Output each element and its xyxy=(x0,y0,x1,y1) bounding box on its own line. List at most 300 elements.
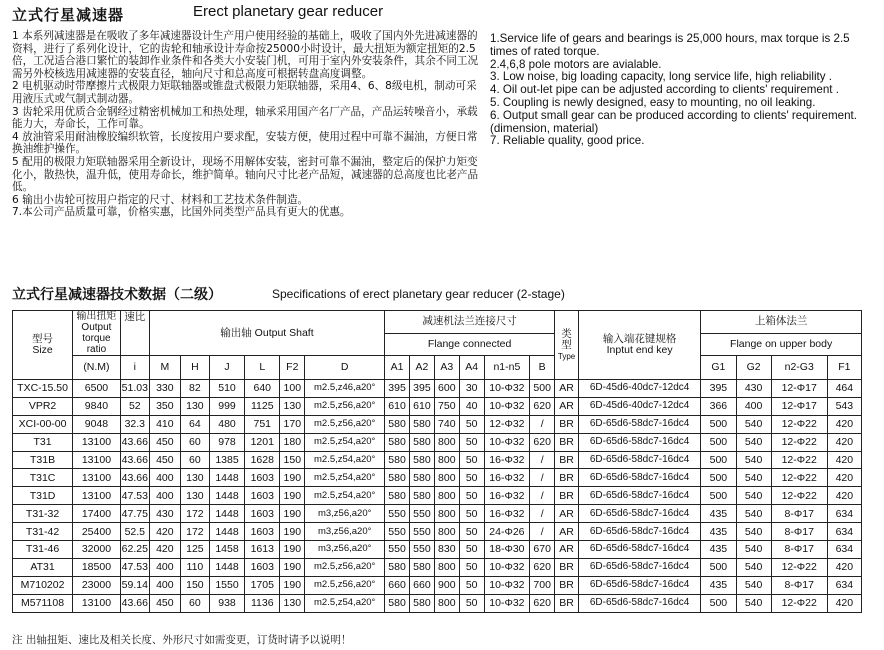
table-cell: 1603 xyxy=(245,558,280,576)
table-cell: 580 xyxy=(409,433,434,451)
table-cell: 580 xyxy=(385,451,410,469)
table-cell: BR xyxy=(555,576,579,594)
table-cell: AR xyxy=(555,380,579,398)
table-cell: m2.5,z54,a20° xyxy=(305,469,385,487)
table-cell: 610 xyxy=(409,397,434,415)
table-cell: 1448 xyxy=(209,558,244,576)
table-row xyxy=(13,594,862,612)
table-cell: 6D-65d6-58dc7-16dc4 xyxy=(578,505,700,523)
table-cell: 1628 xyxy=(245,451,280,469)
table-cell: 800 xyxy=(434,433,459,451)
table-cell: 800 xyxy=(434,451,459,469)
th-torque-en2: torque xyxy=(82,333,111,344)
table-cell: 1603 xyxy=(245,469,280,487)
table-cell: 6D-65d6-58dc7-16dc4 xyxy=(578,558,700,576)
th-torque xyxy=(73,311,121,356)
table-cell: 800 xyxy=(434,558,459,576)
table-cell: 540 xyxy=(736,415,771,433)
th-input-en: Inptut end key xyxy=(606,344,673,356)
table-cell: 1603 xyxy=(245,487,280,505)
th-col-M: M xyxy=(149,356,180,380)
table-cell: 13100 xyxy=(73,451,121,469)
table-cell: 60 xyxy=(180,594,209,612)
table-cell: 600 xyxy=(434,380,459,398)
table-cell: 580 xyxy=(409,558,434,576)
table-cell: 450 xyxy=(149,451,180,469)
th-type-en: Type xyxy=(557,351,576,361)
table-cell: m3,z56,a20° xyxy=(305,505,385,523)
table-cell: 938 xyxy=(209,594,244,612)
th-flange-en: Flange connected xyxy=(385,333,555,356)
table-cell: 110 xyxy=(180,558,209,576)
table-cell: AR xyxy=(555,397,579,415)
th-torque-en3: ratio xyxy=(86,344,107,355)
table-cell: T31-46 xyxy=(13,541,73,559)
table-cell: 43.66 xyxy=(120,469,149,487)
table-row xyxy=(13,469,862,487)
table-cell: 550 xyxy=(385,541,410,559)
table-cell: 540 xyxy=(736,451,771,469)
table-cell: / xyxy=(530,415,555,433)
table-cell: 395 xyxy=(385,380,410,398)
th-type xyxy=(555,311,579,380)
th-input-cn: 输入端花键规格 xyxy=(602,333,677,345)
table-cell: 480 xyxy=(209,415,244,433)
table-cell: / xyxy=(530,505,555,523)
table-cell: 420 xyxy=(827,433,861,451)
table-cell: 12-Φ22 xyxy=(771,415,827,433)
table-cell: 12-Φ17 xyxy=(771,380,827,398)
cn-item-3: 3 齿轮采用优质合金钢经过精密机械加工和热处理，轴承采用国产名厂产品，产品运转噪音小，承载能力大，寿命长，工作可靠。 xyxy=(12,105,478,131)
th-col-H: H xyxy=(180,356,209,380)
table-cell: 18-Φ30 xyxy=(484,541,530,559)
table-cell: 640 xyxy=(245,380,280,398)
en-item-2: 2.4,6,8 pole motors are avialable. xyxy=(490,57,662,71)
table-cell: 435 xyxy=(701,505,736,523)
table-cell: 550 xyxy=(409,523,434,541)
table-cell: 64 xyxy=(180,415,209,433)
table-cell: 420 xyxy=(827,558,861,576)
table-cell: BR xyxy=(555,451,579,469)
table-cell: 130 xyxy=(280,397,305,415)
table-cell: TXC-15.50 xyxy=(13,380,73,398)
th-col-A3: A3 xyxy=(434,356,459,380)
table-cell: 464 xyxy=(827,380,861,398)
table-cell: 6D-65d6-58dc7-16dc4 xyxy=(578,415,700,433)
table-row xyxy=(13,576,862,594)
table-cell: VPR2 xyxy=(13,397,73,415)
table-cell: 580 xyxy=(409,487,434,505)
table-cell: 1603 xyxy=(245,505,280,523)
en-item-4: 4. Oil out-let pipe can be adjusted according to clients' requirement . xyxy=(490,83,839,97)
table-cell: 435 xyxy=(701,523,736,541)
table-cell: 50 xyxy=(459,594,484,612)
table-cell: 540 xyxy=(736,558,771,576)
table-cell: 500 xyxy=(701,415,736,433)
table-cell: 13100 xyxy=(73,487,121,505)
table-cell: 500 xyxy=(530,380,555,398)
cn-item-5: 5 配用的极限力矩联轴器采用全新设计，现场不用解体安装，密封可靠不漏油，整定后的保护力矩变化小，散热快，温升低，使用寿命长，维护简单。轴向尺寸比老产品短，减速器的总高度也比老产品低。 xyxy=(12,155,479,194)
table-cell: 10-Φ32 xyxy=(484,576,530,594)
table-cell: 6D-45d6-40dc7-12dc4 xyxy=(578,397,700,415)
table-cell: 24-Φ26 xyxy=(484,523,530,541)
table-cell: 172 xyxy=(180,505,209,523)
table-cell: 580 xyxy=(409,415,434,433)
th-ratio-sym: i xyxy=(120,356,149,380)
table-cell: 130 xyxy=(180,397,209,415)
table-cell: 1201 xyxy=(245,433,280,451)
table-cell: 47.53 xyxy=(120,487,149,505)
table-cell: T31-42 xyxy=(13,523,73,541)
th-col-L: L xyxy=(245,356,280,380)
table-cell: 190 xyxy=(280,576,305,594)
table-cell: 13100 xyxy=(73,469,121,487)
table-cell: 634 xyxy=(827,523,861,541)
table-cell: 395 xyxy=(409,380,434,398)
table-cell: 50 xyxy=(459,558,484,576)
table-cell: 700 xyxy=(530,576,555,594)
table-cell: 17400 xyxy=(73,505,121,523)
table-cell: 634 xyxy=(827,505,861,523)
table-cell: 8-Φ17 xyxy=(771,576,827,594)
table-cell: 400 xyxy=(736,397,771,415)
table-cell: m2.5,z56,a20° xyxy=(305,415,385,433)
cn-item-4: 4 放油管采用耐油橡胶编织软管，长度按用户要求配，安装方便，使用过程中可靠不漏油，方便日常换油维护操作。 xyxy=(12,130,478,156)
table-row xyxy=(13,523,862,541)
table-cell: 190 xyxy=(280,505,305,523)
table-cell: 50 xyxy=(459,523,484,541)
th-model-en: Size xyxy=(32,344,53,356)
table-cell: 8-Φ17 xyxy=(771,541,827,559)
table-row xyxy=(13,433,862,451)
table-cell: T31D xyxy=(13,487,73,505)
table-cell: 12-Φ17 xyxy=(771,397,827,415)
table-cell: 10-Φ32 xyxy=(484,380,530,398)
table-cell: 170 xyxy=(280,415,305,433)
cn-item-6: 6 输出小齿轮可按用户指定的尺寸、材料和工艺技术条件制造。 xyxy=(12,193,309,206)
table-cell: 580 xyxy=(409,469,434,487)
table-cell: 190 xyxy=(280,541,305,559)
table-cell: 50 xyxy=(459,433,484,451)
footnote: 注 出轴扭矩、速比及相关长度、外形尺寸如需变更，订货时请予以说明！ xyxy=(12,634,352,646)
table-cell: 100 xyxy=(280,380,305,398)
table-cell: 6D-65d6-58dc7-16dc4 xyxy=(578,433,700,451)
th-torque-cn: 输出扭矩 xyxy=(76,311,117,322)
table-cell: 50 xyxy=(459,469,484,487)
th-input xyxy=(578,311,700,380)
table-cell: 10-Φ32 xyxy=(484,558,530,576)
table-cell: BR xyxy=(555,469,579,487)
table-cell: 740 xyxy=(434,415,459,433)
table-cell: 450 xyxy=(149,433,180,451)
table-cell: 540 xyxy=(736,594,771,612)
table-cell: 25400 xyxy=(73,523,121,541)
table-cell: 130 xyxy=(180,487,209,505)
th-upper xyxy=(701,311,862,334)
table-cell: 16-Φ32 xyxy=(484,451,530,469)
table-cell: m2.5,z54,a20° xyxy=(305,451,385,469)
th-type-cn1: 类 xyxy=(561,327,572,340)
table-cell: 16-Φ32 xyxy=(484,469,530,487)
table-cell: 550 xyxy=(385,505,410,523)
th-col-n1n5: n1-n5 xyxy=(484,356,530,380)
table-cell: 50 xyxy=(459,505,484,523)
table-cell: M710202 xyxy=(13,576,73,594)
table-cell: 420 xyxy=(827,415,861,433)
table-cell: 180 xyxy=(280,433,305,451)
table-cell: 12-Φ22 xyxy=(771,451,827,469)
th-shaft: 输出轴 Output Shaft xyxy=(149,311,384,356)
table-cell: 8-Φ17 xyxy=(771,523,827,541)
table-cell: 172 xyxy=(180,523,209,541)
table-cell: 13100 xyxy=(73,433,121,451)
table-cell: 16-Φ32 xyxy=(484,505,530,523)
th-col-G2: G2 xyxy=(736,356,771,380)
table-cell: 510 xyxy=(209,380,244,398)
table-cell: 410 xyxy=(149,415,180,433)
table-cell: 9840 xyxy=(73,397,121,415)
table-cell: 50 xyxy=(459,487,484,505)
table-cell: 1613 xyxy=(245,541,280,559)
table-cell: 500 xyxy=(701,594,736,612)
table-cell: 1448 xyxy=(209,487,244,505)
table-cell: 634 xyxy=(827,541,861,559)
table-cell: 60 xyxy=(180,433,209,451)
table-cell: 8-Φ17 xyxy=(771,505,827,523)
table-cell: 1705 xyxy=(245,576,280,594)
table-cell: 751 xyxy=(245,415,280,433)
table-row xyxy=(13,541,862,559)
en-item-6: 6. Output small gear can be produced according to clients' requirement.(dimension, material) xyxy=(490,108,857,135)
table-cell: 59.14 xyxy=(120,576,149,594)
th-torque-en1: Output xyxy=(81,322,112,333)
table-cell: 550 xyxy=(385,523,410,541)
table-cell: 620 xyxy=(530,397,555,415)
table-cell: 580 xyxy=(409,594,434,612)
table-cell: 10-Φ32 xyxy=(484,433,530,451)
table-cell: 43.66 xyxy=(120,451,149,469)
table-cell: 978 xyxy=(209,433,244,451)
table-cell: 350 xyxy=(149,397,180,415)
table-cell: 12-Φ22 xyxy=(771,558,827,576)
table-cell: 500 xyxy=(701,558,736,576)
table-cell: 400 xyxy=(149,558,180,576)
table-cell: 800 xyxy=(434,505,459,523)
table-cell: / xyxy=(530,523,555,541)
table-cell: 610 xyxy=(385,397,410,415)
th-col-A1: A1 xyxy=(385,356,410,380)
cn-item-7: 7.本公司产品质量可靠，价格实惠，比国外同类型产品具有更大的优惠。 xyxy=(12,206,351,219)
table-cell: 1550 xyxy=(209,576,244,594)
table-cell: AR xyxy=(555,505,579,523)
table-row xyxy=(13,505,862,523)
table-cell: 500 xyxy=(701,487,736,505)
table-cell: 50 xyxy=(459,576,484,594)
table-cell: 130 xyxy=(180,469,209,487)
table-cell: 420 xyxy=(827,469,861,487)
table-cell: m2.5,z54,a20° xyxy=(305,487,385,505)
table-cell: 580 xyxy=(385,469,410,487)
table-cell: BR xyxy=(555,487,579,505)
description-cn xyxy=(12,30,482,219)
table-cell: 18500 xyxy=(73,558,121,576)
en-item-5: 5. Coupling is newly designed, easy to mounting, no oil leaking. xyxy=(490,95,816,109)
table-cell: 190 xyxy=(280,487,305,505)
cn-item-1: 1 本系列减速器是在吸收了多年减速器设计生产用户使用经验的基础上，吸收了国内外先进减速器的资料，进行了系列化设计，它的齿轮和轴承设计寿命按25000小时设计，最大扭矩为额定扭矩的2.5倍，工况适合港口繁忙的装卸作业条件和各类大小安装门机，可用于室内外安装条件，其余不同工况需另外校核选用减速器的安装直径，轴向尺寸和总高度可根据转盘高度调整。 xyxy=(12,30,479,80)
table-cell: 16-Φ32 xyxy=(484,487,530,505)
table-cell: AR xyxy=(555,523,579,541)
table-cell: 10-Φ32 xyxy=(484,594,530,612)
spec-table xyxy=(12,310,862,613)
table-cell: 420 xyxy=(149,523,180,541)
table-row xyxy=(13,487,862,505)
table-cell: 540 xyxy=(736,433,771,451)
table-cell: 12-Φ22 xyxy=(771,594,827,612)
table-cell: 800 xyxy=(434,487,459,505)
table-cell: 62.25 xyxy=(120,541,149,559)
table-cell: T31 xyxy=(13,433,73,451)
table-title-en: Specifications of erect planetary gear reducer (2-stage) xyxy=(272,287,565,301)
table-cell: 550 xyxy=(409,505,434,523)
table-cell: 13100 xyxy=(73,594,121,612)
table-cell: 12-Φ22 xyxy=(771,487,827,505)
table-cell: 6D-65d6-58dc7-16dc4 xyxy=(578,487,700,505)
table-cell: 670 xyxy=(530,541,555,559)
th-col-B: B xyxy=(530,356,555,380)
table-cell: 6D-65d6-58dc7-16dc4 xyxy=(578,523,700,541)
table-cell: AT31 xyxy=(13,558,73,576)
table-cell: 420 xyxy=(149,541,180,559)
table-cell: 1603 xyxy=(245,523,280,541)
cn-item-2: 2 电机驱动时带摩擦片式极限力矩联轴器或锥盘式极限力矩联轴器，采用4、6、8级电机，制动可采用液压式或气制式制动器。 xyxy=(12,80,477,105)
table-cell: 47.53 xyxy=(120,558,149,576)
table-cell: T31C xyxy=(13,469,73,487)
th-upper-cn: 上箱体法兰 xyxy=(754,315,808,328)
table-cell: T31B xyxy=(13,451,73,469)
table-cell: 1448 xyxy=(209,523,244,541)
table-cell: 52 xyxy=(120,397,149,415)
table-cell: 800 xyxy=(434,469,459,487)
table-cell: 150 xyxy=(180,576,209,594)
table-cell: 10-Φ32 xyxy=(484,397,530,415)
table-cell: XCI-00-00 xyxy=(13,415,73,433)
th-col-F1: F1 xyxy=(827,356,861,380)
table-cell: BR xyxy=(555,433,579,451)
table-cell: 435 xyxy=(701,541,736,559)
table-cell: 400 xyxy=(149,487,180,505)
table-cell: 620 xyxy=(530,433,555,451)
th-col-A4: A4 xyxy=(459,356,484,380)
table-title-cn: 立式行星减速器技术数据（二级） xyxy=(12,287,222,303)
th-flange xyxy=(385,311,555,334)
table-cell: m2.5,z56,a20° xyxy=(305,397,385,415)
table-cell: AR xyxy=(555,541,579,559)
table-cell: / xyxy=(530,469,555,487)
table-cell: 540 xyxy=(736,523,771,541)
table-cell: 800 xyxy=(434,523,459,541)
table-cell: 580 xyxy=(385,433,410,451)
table-cell: 43.66 xyxy=(120,433,149,451)
table-cell: 430 xyxy=(736,380,771,398)
table-cell: 6500 xyxy=(73,380,121,398)
table-cell: 540 xyxy=(736,541,771,559)
th-col-G1: G1 xyxy=(701,356,736,380)
table-cell: m2.5,z46,a20° xyxy=(305,380,385,398)
table-cell: 52.5 xyxy=(120,523,149,541)
table-cell: m2.5,z56,a20° xyxy=(305,576,385,594)
table-cell: 150 xyxy=(280,451,305,469)
table-cell: BR xyxy=(555,558,579,576)
table-cell: 6D-65d6-58dc7-16dc4 xyxy=(578,541,700,559)
table-cell: 125 xyxy=(180,541,209,559)
th-flange-cn: 减速机法兰连接尺寸 xyxy=(422,315,517,328)
table-cell: 800 xyxy=(434,594,459,612)
table-cell: 395 xyxy=(701,380,736,398)
table-cell: 6D-65d6-58dc7-16dc4 xyxy=(578,576,700,594)
table-cell: 580 xyxy=(385,415,410,433)
table-cell: 6D-65d6-58dc7-16dc4 xyxy=(578,451,700,469)
table-cell: 580 xyxy=(385,487,410,505)
table-cell: 366 xyxy=(701,397,736,415)
table-cell: T31-32 xyxy=(13,505,73,523)
table-cell: 1448 xyxy=(209,505,244,523)
th-upper-en: Flange on upper body xyxy=(701,333,862,356)
table-cell: / xyxy=(530,451,555,469)
table-cell: 540 xyxy=(736,505,771,523)
table-cell: m3,z56,a20° xyxy=(305,541,385,559)
th-model xyxy=(13,311,73,380)
table-cell: 6D-45d6-40dc7-12dc4 xyxy=(578,380,700,398)
table-cell: 23000 xyxy=(73,576,121,594)
table-cell: 130 xyxy=(280,594,305,612)
table-row xyxy=(13,397,862,415)
table-cell: m2.5,z54,a20° xyxy=(305,594,385,612)
table-cell: 540 xyxy=(736,469,771,487)
table-row xyxy=(13,558,862,576)
en-item-1: 1.Service life of gears and bearings is 25,000 hours, max torque is 2.5 times of rated torque. xyxy=(490,32,850,58)
table-cell: 190 xyxy=(280,558,305,576)
table-cell: 620 xyxy=(530,558,555,576)
table-cell: 830 xyxy=(434,541,459,559)
th-type-cn2: 型 xyxy=(561,338,572,351)
table-cell: BR xyxy=(555,415,579,433)
description-en xyxy=(490,33,870,148)
table-cell: 330 xyxy=(149,380,180,398)
th-ratio: 速比 xyxy=(120,311,149,356)
table-cell: 999 xyxy=(209,397,244,415)
table-cell: 32000 xyxy=(73,541,121,559)
table-cell: 540 xyxy=(736,576,771,594)
table-cell: 500 xyxy=(701,469,736,487)
table-cell: / xyxy=(530,487,555,505)
table-row xyxy=(13,415,862,433)
table-row xyxy=(13,451,862,469)
table-cell: m3,z56,a20° xyxy=(305,523,385,541)
spec-table-body xyxy=(13,380,862,613)
table-cell: 12-Φ22 xyxy=(771,433,827,451)
table-cell: 50 xyxy=(459,415,484,433)
table-cell: 1458 xyxy=(209,541,244,559)
table-cell: 750 xyxy=(434,397,459,415)
table-cell: 540 xyxy=(736,487,771,505)
table-cell: 12-Φ22 xyxy=(771,469,827,487)
table-cell: 550 xyxy=(409,541,434,559)
th-model-cn: 型号 xyxy=(32,333,54,345)
table-cell: 50 xyxy=(459,451,484,469)
table-cell: 500 xyxy=(701,451,736,469)
table-cell: BR xyxy=(555,594,579,612)
th-col-n2G3: n2-G3 xyxy=(771,356,827,380)
